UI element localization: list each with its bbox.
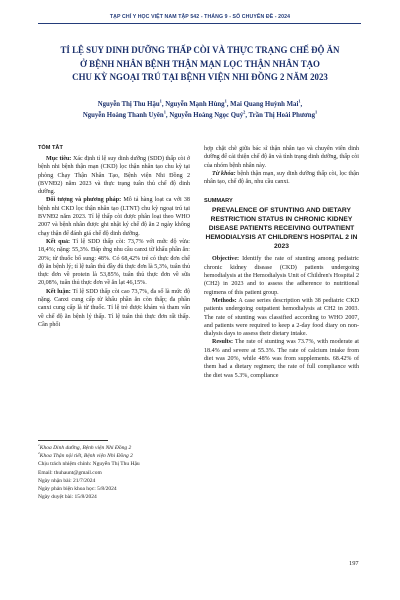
para-text: A case series description with 38 pediatric CKD patients undergoing outpatient hemodialysis at CH2 in 2003. The rate of stunting was classified according to WHO 2007, and patients were required to keep a 2-day food diary on non-dialysis days to assess their dietary intake.: [204, 297, 359, 338]
author-affiliation-mark: 1: [224, 98, 227, 104]
author-line: [34, 111, 366, 122]
footnote-rule: [38, 440, 108, 441]
author-separator: ,: [300, 101, 303, 108]
keywords-lead: Từ khóa:: [212, 170, 236, 177]
para-lead: Objective:: [212, 256, 240, 263]
keywords: [204, 170, 359, 187]
email: Email: thuhaunt@gmail.com: [38, 469, 102, 476]
author-affiliation-mark: 1: [298, 98, 301, 104]
author-list: [34, 100, 366, 122]
author-name: Trần Thị Hoài Phương: [248, 111, 315, 119]
author-affiliation-mark: 1: [163, 109, 166, 115]
author-separator: ,: [226, 101, 231, 108]
author-separator: ,: [161, 101, 166, 108]
para-lead: Results:: [212, 339, 233, 346]
author-affiliation-mark: 1: [159, 98, 162, 104]
header-rule: [38, 23, 361, 24]
author-affiliation-mark: 1: [314, 109, 318, 115]
footnote-text: Khoa Dinh dưỡng, Bệnh viện Nhi Đồng 2: [39, 445, 132, 451]
footnotes: [38, 444, 190, 501]
corresponding-author: Chịu trách nhiệm chính: Nguyễn Thị Thu Hậu: [38, 461, 140, 468]
para-text: Xác định tỉ lệ suy dinh dưỡng (SDD) thấp còi ở bệnh nhi bệnh thận mạn (CKD) lọc thận nhân tạo chu kỳ tại phòng Chạy Thận Nhân Tạo, Bệnh viện Nhi Đồng 2 (BVNĐ2) năm 2023 và thực trạng tuân thủ chế độ dinh dưỡng.: [38, 156, 191, 196]
left-column: [38, 145, 190, 329]
summary-results: [204, 338, 359, 379]
author-separator: ,: [165, 111, 170, 119]
title-line: CHU KỲ NGOẠI TRÚ TẠI BỆNH VIỆN NHI ĐỒNG 2 NĂM 2023: [72, 72, 328, 82]
accepted-date: Ngày duyệt bài: 15/8/2024: [38, 494, 97, 501]
para-text: Tỉ lệ SDD thấp còi cao 73,7%, đa số là mức độ nặng. Canxi cung cấp từ khẩu phần ăn còn thấp; đa phần canxi cung cấp là từ thuốc. Tỉ lệ trẻ được khám và tham vấn về chế độ ăn bệnh lý thấp. Tỉ lệ tuân thủ thực đơn rất thấp. Cần phối: [38, 288, 190, 328]
author-name: Nguyễn Mạnh Hùng: [165, 101, 225, 108]
title-line: Ở BỆNH NHÂN BỆNH THẬN MẠN LỌC THẬN NHÂN TẠO: [80, 58, 320, 69]
para-lead: Kết quả:: [46, 238, 71, 245]
para-text: Identify the rate of stunting among pediatric chronic kidney disease (CKD) patients undergoing hemodialysis at the Hemodialysis Unit of Children's Hospital 2 (CH2) in 2023 and to assess the adherence to nutritional regimens of this patient group.: [204, 256, 359, 296]
footnote-mark: 1: [38, 443, 40, 448]
abstract-heading: TÓM TẮT: [38, 145, 63, 151]
received-date: Ngày nhận bài: 21/7/2024: [38, 477, 96, 484]
author-name: Nguyễn Hoàng Thanh Uyên: [82, 111, 164, 119]
review-date: Ngày phản biện khoa học: 5/8/2024: [38, 486, 117, 493]
footnote-mark: 2: [38, 451, 40, 456]
abstract-continuation: hợp chặt chẽ giữa bác sĩ thận nhân tạo và chuyên viên dinh dưỡng để cải thiện chế độ ăn và tình trạng dinh dưỡng, thấp còi của nhóm bệnh nhân này.: [204, 146, 359, 169]
summary-objective: [204, 255, 359, 296]
article-title: [30, 44, 370, 85]
abstract-conclusion: [38, 288, 190, 329]
running-header: TẠP CHÍ Y HỌC VIỆT NAM TẬP 542 - THÁNG 9 - SỐ CHUYÊN ĐỀ - 2024: [109, 14, 291, 20]
author-separator: ,: [245, 111, 249, 119]
author-affiliation-mark: 2: [243, 109, 246, 115]
right-column: [204, 145, 359, 380]
summary-methods: [204, 297, 359, 338]
para-lead: Kết luận:: [46, 288, 71, 295]
abstract-objective: [38, 155, 190, 196]
title-line: TỈ LỆ SUY DINH DƯỠNG THẤP CÒI VÀ THỰC TRẠNG CHẾ ĐỘ ĂN: [60, 45, 340, 55]
page-number: 197: [349, 560, 359, 567]
para-text: Mô tả hàng loạt ca với 38 bệnh nhi CKD lọc thận nhân tạo (LTNT) chu kỳ ngoại trú tại BVNĐ2 năm 2023. Tỉ lệ thấp còi được phân loại theo WHO 2007 và bệnh nhân được ghi nhật ký chế độ ăn 2 ngày không chạy thận để đánh giá chế độ dinh dưỡng.: [38, 197, 190, 237]
abstract-results: [38, 238, 190, 288]
footnote-affiliation: [38, 444, 190, 452]
para-lead: Methods:: [212, 297, 237, 304]
abstract-methods: [38, 196, 190, 237]
footnote-text: Khoa Thận nội tiết, Bệnh viện Nhi Đồng 2: [39, 453, 133, 460]
author-name: Nguyễn Hoàng Ngọc Quý: [169, 111, 244, 119]
keywords-text: bệnh thận mạn, suy dinh dưỡng thấp còi, lọc thận nhân tạo, chế độ ăn, nhu cầu canxi.: [204, 170, 359, 186]
author-name: Nguyễn Thị Thu Hậu: [97, 101, 160, 108]
author-name: Mai Quang Huỳnh Mai: [230, 101, 299, 108]
para-lead: Mục tiêu:: [46, 156, 72, 162]
para-text: Tỉ lệ SDD thấp còi: 73,7% với mức độ vừa: 18,4%; nặng: 55,3%. Đáp ứng nhu cầu canxi từ khẩu phần ăn: 20%; từ thuốc bổ sung: 48%. Có 68,42% trẻ có thực đơn chế độ ăn bệnh lý; tỉ lệ tuân thủ đầy đủ thực đơn là 5,3%, tuân thủ thực đơn về protein là 53,85%, tuân thủ thực đơn về sữa 20,08%, tuân thủ thực đơn về ăn lạt 46,15%.: [38, 238, 190, 287]
english-title: PREVALENCE OF STUNTING AND DIETARY RESTRICTION STATUS IN CHRONIC KIDNEY DISEASE PATIENTS RECEIVING OUTPATIENT HEMODIALYSIS AT CHILDREN'S HOSPITAL 2 IN 2023: [205, 207, 358, 250]
para-lead: Đối tượng và phương pháp:: [46, 197, 122, 204]
summary-heading: SUMMARY: [204, 198, 233, 205]
para-text: The rate of stunting was 73.7%, with moderate at 18.4% and severe at 55.3%. The rate of calcium intake from diet was 20%, while 48% was from supplements. 68.42% of them had a dietary regimen; the rate of full compliance with the diet was 5.3%, compliance: [204, 339, 359, 379]
footnote-affiliation: [38, 452, 190, 460]
